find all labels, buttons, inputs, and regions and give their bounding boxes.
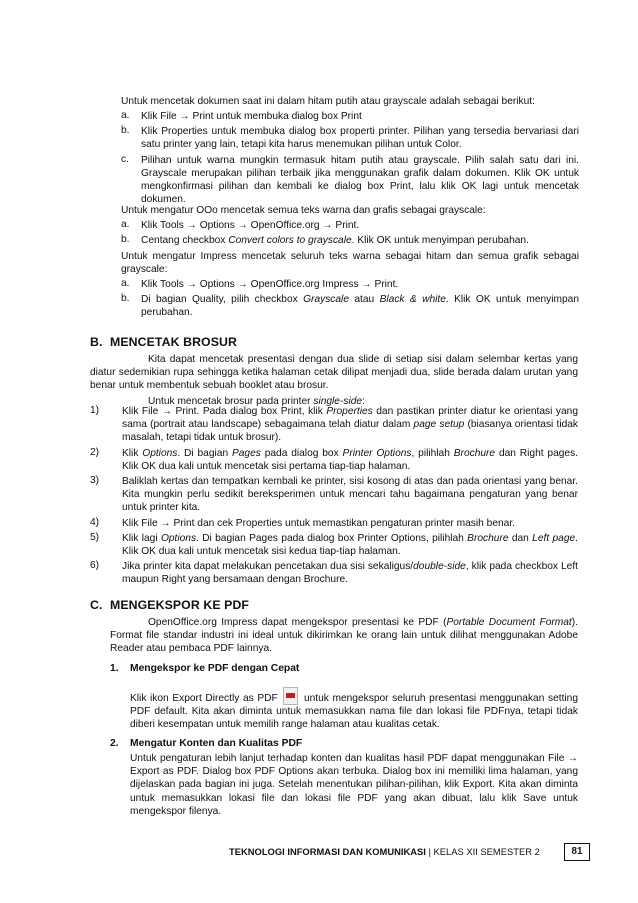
footer-class: | KELAS XII SEMESTER 2 [425,846,540,857]
list-item: 2) Klik Options. Di bagian Pages pada dialog box Printer Options, pilihlah Brochure dan Right pages. Klik OK dua kali untuk mencetak sisi pertama tiap-tiap halaman. [90,446,578,472]
list-item: a. Klik Tools → Options → OpenOffice.org Impress → Print. [121,278,399,291]
list-item: 4) Klik File → Print dan cek Properties untuk memastikan pengaturan printer masih benar. [90,516,515,529]
list-item: c. Pilihan untuk warna mungkin termasuk hitam putih atau grayscale. Pilih salah satu dari ini. Grayscale merupakan pilihan terbaik jika menggunakan grafik dalam dokumen. Klik OK untuk mengkonfirmasi pilihan dan kembali ke dialog box Print, lalu klik OK lagi untuk mencetak dokumen. [121,153,579,206]
list-item: b. Klik Properties untuk membuka dialog box properti printer. Pilihan yang tersedia bervariasi dari satu printer yang lain, tetapi kita harus menemukan pilihan untuk Color. [121,125,579,151]
list-item: 1) Klik File → Print. Pada dialog box Print, klik Properties dan pastikan printer diatur ke orientasi yang sama (portrait atau landscape) sebagaimana telah diatur dalam page setup (biasanya orientasi tidak masalah, tetapi tidak untuk brosur). [90,405,579,444]
pdf-icon[interactable] [283,687,298,705]
quick-export-text: Klik ikon Export Directly as PDF untuk mengekspor seluruh presentasi menggunakan setting PDF default. Kita akan diminta untuk memasukkan nama file dan lokasi file PDFnya, tetapi tidak diberi kesempatan untuk memilih range halaman atau kualitas cetak. [130,687,578,732]
brochure-steps [90,405,578,587]
grayscale-intro: Untuk mencetak dokumen saat ini dalam hitam putih atau grayscale adalah sebagai berikut: [121,96,535,107]
page-number: 81 [564,843,590,861]
footer-title: TEKNOLOGI INFORMASI DAN KOMUNIKASI [229,846,426,857]
section-heading: C. MENGEKSPOR KE PDF [90,598,250,612]
brochure-intro: Kita dapat mencetak presentasi dengan dua slide di setiap sisi dalam selembar kertas yang diatur sedemikian rupa sehingga ketika halaman cetak dilipat menjadi dua, slide berada dalam urutan yang benar untuk membentuk sebuah booklet atau brosur. Untuk mencetak brosur pada printer single-side: [90,354,578,407]
subsection-heading: 2. Mengatur Konten dan Kualitas PDF [110,738,303,749]
ooo-grayscale [121,204,579,320]
grayscale-steps [121,110,579,206]
impress-intro: Untuk mengatur Impress mencetak seluruh teks warna sebagai hitam dan semua grafik sebagai grayscale: [121,250,579,275]
list-item: b. Di bagian Quality, pilih checkbox Grayscale atau Black & white. Klik OK untuk menyimpan perubahan. [121,293,580,319]
subsection-heading: 1. Mengekspor ke PDF dengan Cepat [110,663,300,674]
list-item: 3) Baliklah kertas dan tempatkan kembali ke printer, sisi kosong di atas dan pada orientasi yang benar. Kita mungkin perlu sedikit bereksperimen untuk mencari tahu bagaimana pengaturan yang benar untuk printer kita. [90,475,578,514]
list-item: b. Centang checkbox Convert colors to grayscale. Klik OK untuk menyimpan perubahan. [121,234,529,247]
list-item: a. Klik Tools → Options → OpenOffice.org → Print. [121,219,360,232]
list-item: 6) Jika printer kita dapat melakukan pencetakan dua sisi sekaligus/double-side, klik pada checkbox Left maupun Right yang bersamaan dengan Brochure. [90,560,578,586]
page-footer [229,843,590,860]
pdf-intro: OpenOffice.org Impress dapat mengekspor presentasi ke PDF (Portable Document Format). Format file standar industri ini ideal untuk dikirimkan ke orang lain untuk dilihat menggunakan Adobe Reader atau pembaca PDF lainnya. [110,617,578,655]
list-item: a. Klik File → Print untuk membuka dialog box Print [121,110,362,122]
pdf-options-text: Untuk pengaturan lebih lanjut terhadap konten dan kualitas hasil PDF dapat menggunakan File → Export as PDF. Dialog box PDF Options akan terbuka. Dialog box ini memiliki lima halaman, yang dijelaskan pada bagian ini juga. Setelah menentukan pilihan-pilihan, klik Export. Kita akan diminta untuk memasukkan lokasi file dan lokasi file PDF yang akan dibuat, lalu klik Save untuk mengekspor filenya. [130,753,578,817]
ooo-intro: Untuk mengatur OOo mencetak semua teks warna dan grafis sebagai grayscale: [121,205,486,216]
list-item: 5) Klik lagi Options. Di bagian Pages pada dialog box Printer Options, pilihlah Brochure dan Left page. Klik OK dua kali untuk mencetak sisi kedua tiap-tiap halaman. [90,531,578,558]
section-heading: B. MENCETAK BROSUR [90,335,237,349]
